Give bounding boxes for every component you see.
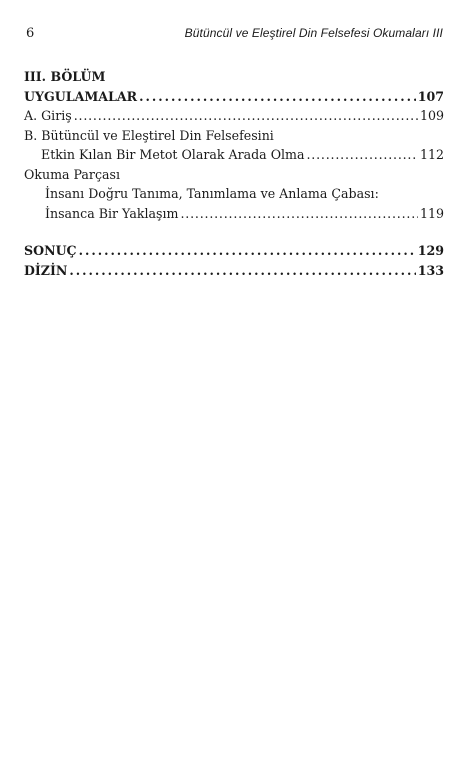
toc-entry-insanca[interactable] bbox=[24, 204, 444, 224]
toc-entry-page: 107 bbox=[417, 88, 444, 104]
toc-entry-label: İnsanca Bir Yaklaşım bbox=[45, 205, 179, 221]
toc-entry-page: 109 bbox=[419, 108, 444, 123]
toc-entry-arada-olma[interactable] bbox=[24, 145, 444, 165]
toc-entry-giris[interactable] bbox=[24, 106, 444, 126]
toc-entry-page: 112 bbox=[419, 147, 444, 162]
toc-entry-insani-line1 bbox=[24, 184, 444, 204]
dot-leader bbox=[79, 241, 416, 261]
table-of-contents bbox=[24, 67, 444, 280]
toc-entry-okuma-parcasi bbox=[24, 165, 444, 185]
toc-entry-sonuc[interactable] bbox=[24, 241, 444, 261]
dot-leader bbox=[74, 106, 418, 126]
toc-entry-label: İnsanı Doğru Tanıma, Tanımlama ve Anlama Çabası: bbox=[45, 186, 379, 201]
page-number: 6 bbox=[26, 26, 35, 41]
toc-entry-label: A. Giriş bbox=[24, 108, 72, 123]
toc-entry-label: DİZİN bbox=[24, 262, 68, 278]
toc-part-heading bbox=[24, 67, 444, 87]
toc-entry-label: B. Bütüncül ve Eleştirel Din Felsefesini bbox=[24, 127, 274, 143]
toc-entry-dizin[interactable] bbox=[24, 261, 444, 281]
book-title: Bütüncül ve Eleştirel Din Felsefesi Okumaları III bbox=[184, 26, 443, 40]
toc-entry-page: 133 bbox=[417, 262, 444, 278]
toc-entry-label: Okuma Parçası bbox=[24, 166, 121, 182]
dot-leader bbox=[69, 261, 415, 281]
running-header bbox=[26, 26, 443, 44]
toc-entry-b-line1 bbox=[24, 126, 444, 146]
toc-entry-page: 119 bbox=[419, 205, 444, 221]
dot-leader bbox=[307, 145, 418, 165]
toc-entry-label: Etkin Kılan Bir Metot Olarak Arada Olma bbox=[41, 147, 305, 162]
dot-leader bbox=[139, 87, 416, 107]
toc-entry-label: SONUÇ bbox=[24, 243, 77, 258]
toc-entry-page: 129 bbox=[417, 243, 444, 258]
toc-entry-uygulamalar[interactable] bbox=[24, 87, 444, 107]
dot-leader bbox=[180, 204, 417, 224]
toc-part-heading-label: III. BÖLÜM bbox=[24, 69, 106, 84]
toc-entry-label: UYGULAMALAR bbox=[24, 88, 138, 104]
